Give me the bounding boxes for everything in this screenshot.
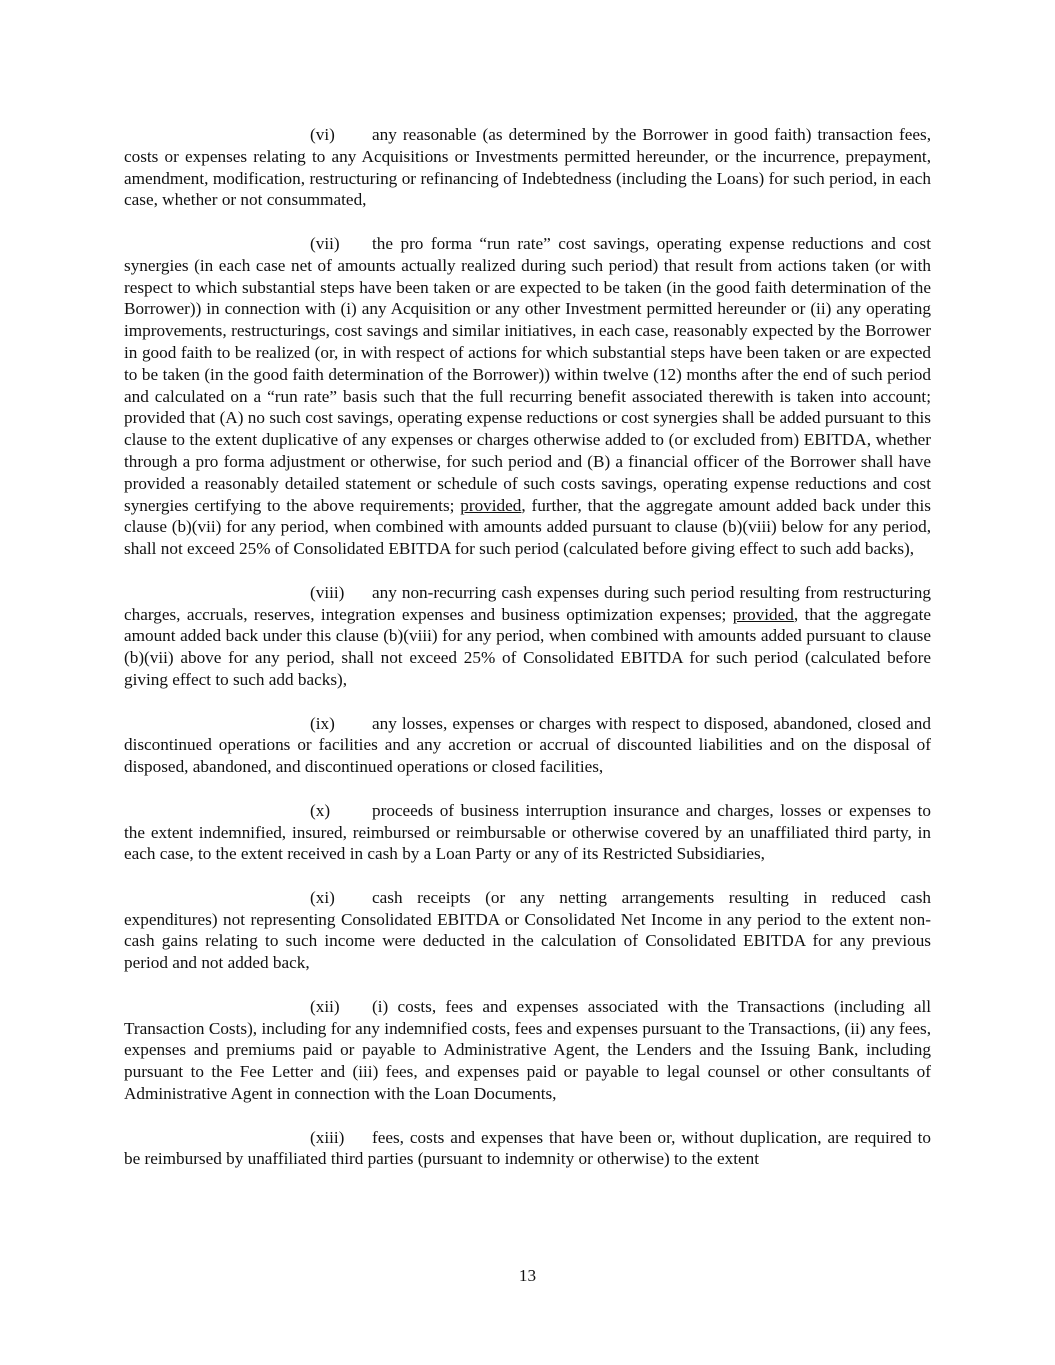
clause-vii bbox=[124, 233, 931, 560]
provided-underlined: provided bbox=[732, 604, 794, 624]
clause-number: (x) bbox=[310, 800, 331, 820]
clause-number: (vi) bbox=[310, 125, 335, 144]
clause-ix bbox=[124, 713, 931, 778]
clause-text: any reasonable (as determined by the Borrower in good faith) transaction fees, costs or expenses relating to any Acquisitions or Investments permitted hereunder, or the incurrence, prepayment, amendment, modification, restructuring or refinancing of Indebtedness (including the Loans) for such period, in each case, whether or not consummated, bbox=[124, 125, 931, 210]
clause-viii bbox=[124, 582, 931, 691]
document-page bbox=[124, 124, 931, 1192]
clause-text: any losses, expenses or charges with respect to disposed, abandoned, closed and discontinued operations or facilities and any accretion or accrual of discounted liabilities and on the disposal of disposed, abandoned, and discontinued operations or closed facilities, bbox=[124, 713, 931, 777]
clause-text: proceeds of business interruption insurance and charges, losses or expenses to the extent indemnified, insured, reimbursed or reimbursable or otherwise covered by an unaffiliated third party, in each case, to the extent received in cash by a Loan Party or any of its Restricted Subsidiaries, bbox=[124, 800, 931, 864]
clause-number: (xi) bbox=[310, 887, 335, 907]
clause-text: fees, costs and expenses that have been or, without duplication, are required to be reimbursed by unaffiliated third parties (pursuant to indemnity or otherwise) to the extent bbox=[124, 1127, 931, 1169]
clause-text: the pro forma “run rate” cost savings, operating expense reductions and cost synergies (in each case net of amounts actually realized during such period) that result from actions taken (or with respect to which substantial steps have been taken or are expected to be taken (in the good faith determination of the Borrower)) in connection with (i) any Acquisition or any other Investment permitted hereunder or (ii) any operating improvements, restructurings, cost savings and similar initiatives, in each case, reasonably expected by the Borrower in good faith to be realized (or, in with respect of actions for which substantial steps have been taken or are expected to be taken (in the good faith determination of the Borrower)) within twelve (12) months after the end of such period and calculated on a “run rate” basis such that the full recurring benefit associated therewith is taken into account; provided that (A) no such cost savings, operating expense reductions or cost synergies shall be added pursuant to this clause to the extent duplicative of any expenses or charges otherwise added to (or excluded from) EBITDA, whether through a pro forma adjustment or otherwise, for such period and (B) a financial officer of the Borrower shall have provided a reasonably detailed statement or schedule of such costs savings, operating expense reductions and cost synergies certifying to the above requirements; bbox=[124, 233, 931, 515]
clause-xiii bbox=[124, 1127, 931, 1171]
clause-number: (xiii) bbox=[310, 1127, 345, 1147]
clause-xii bbox=[124, 996, 931, 1105]
clause-number: (xii) bbox=[310, 996, 340, 1016]
clause-text-continued: , further, that the aggregate amount added back under this clause (b)(vii) for any period, when combined with amounts added pursuant to clause (b)(viii) below for any period, shall not exceed 25% of Consolidated EBITDA for such period (calculated before giving effect to such add backs), bbox=[124, 495, 931, 559]
clause-text-continued: , that the aggregate amount added back under this clause (b)(viii) for any period, when combined with amounts added pursuant to clause (b)(vii) above for any period, shall not exceed 25% of Consolidated EBITDA for such period (calculated before giving effect to such add backs), bbox=[124, 604, 931, 689]
clause-text: (i) costs, fees and expenses associated with the Transactions (including all Transaction Costs), including for any indemnified costs, fees and expenses pursuant to the Transactions, (ii) any fees, expenses and premiums paid or payable to Administrative Agent, the Lenders and the Issuing Bank, including pursuant to the Fee Letter and (iii) fees, and expenses paid or payable to legal counsel or other consultants of Administrative Agent in connection with the Loan Documents, bbox=[124, 996, 931, 1104]
clause-x bbox=[124, 800, 931, 865]
provided-underlined: provided bbox=[460, 495, 522, 515]
clause-number: (ix) bbox=[310, 713, 335, 733]
clause-number: (viii) bbox=[310, 582, 345, 602]
clause-text: cash receipts (or any netting arrangements resulting in reduced cash expenditures) not representing Consolidated EBITDA or Consolidated Net Income in any period to the extent non-cash gains relating to such income were deducted in the calculation of Consolidated EBITDA for any previous period and not added back, bbox=[124, 887, 931, 973]
clause-number: (vii) bbox=[310, 233, 340, 253]
clause-vi bbox=[124, 124, 931, 211]
clause-text: any non-recurring cash expenses during such period resulting from restructuring charges, accruals, reserves, integration expenses and business optimization expenses; bbox=[124, 582, 931, 624]
clause-xi bbox=[124, 887, 931, 974]
page-number: 13 bbox=[518, 1266, 537, 1285]
